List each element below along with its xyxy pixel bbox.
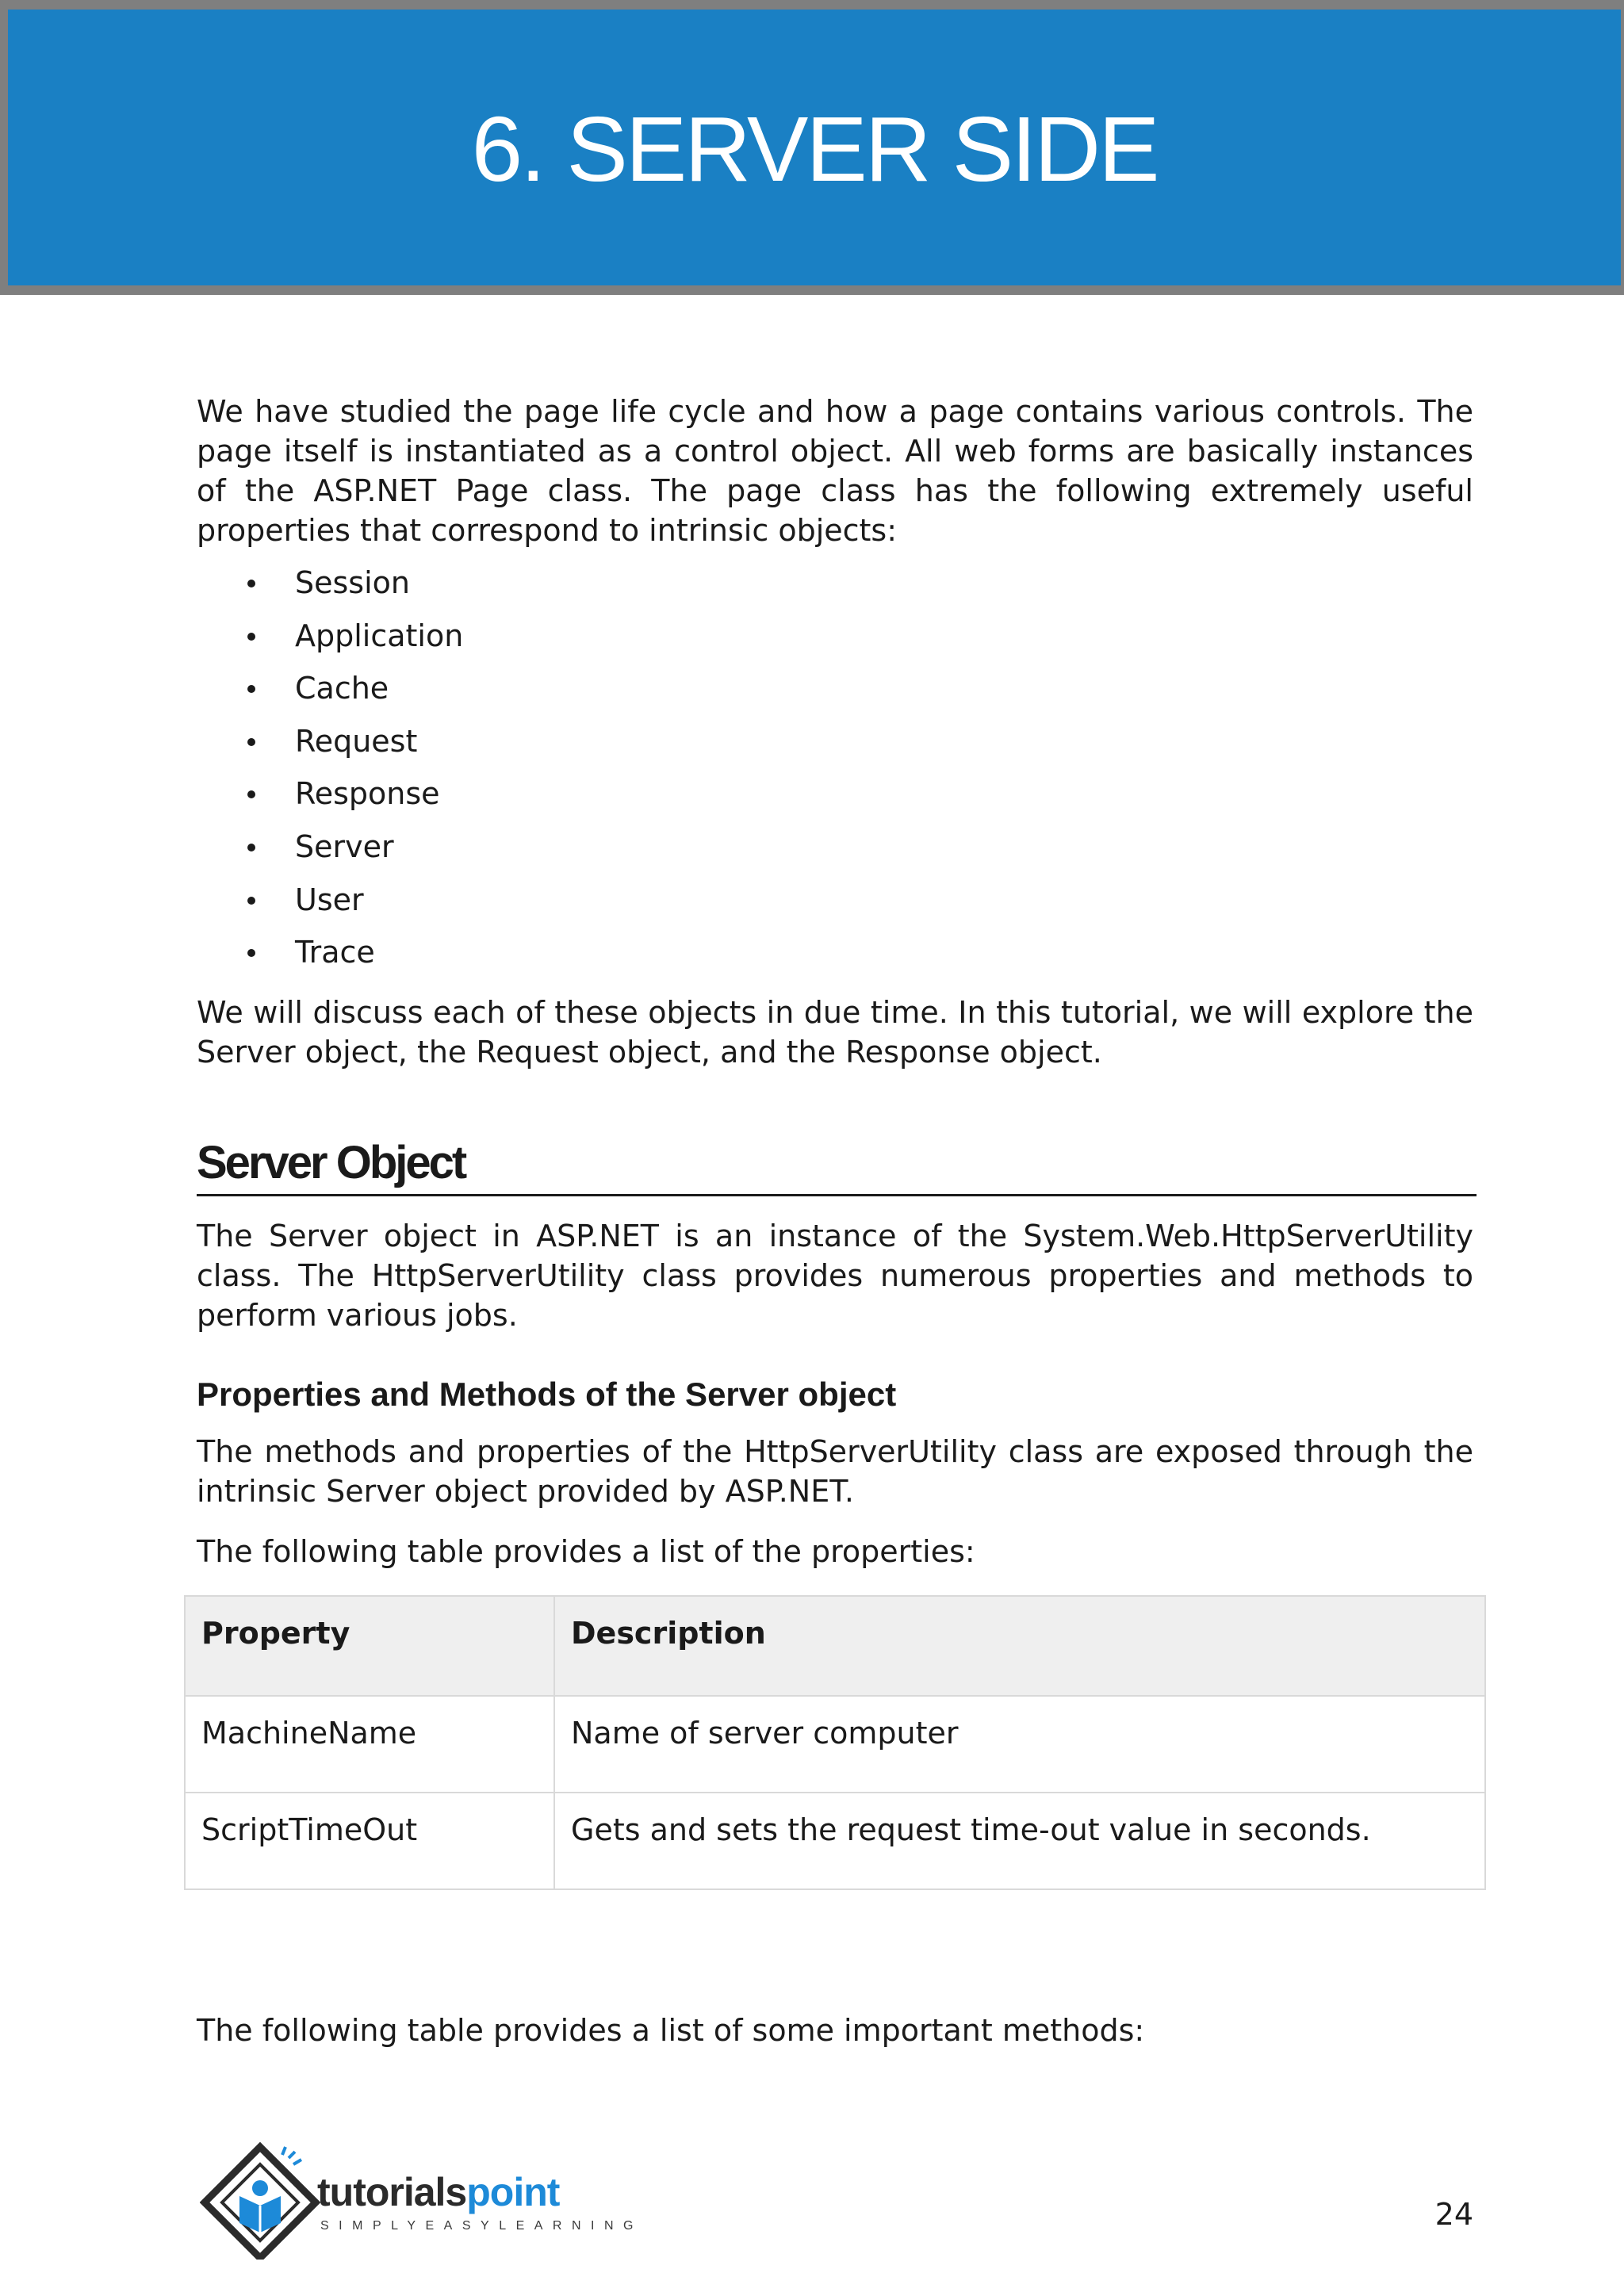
methods-paragraph: The methods and properties of the HttpServerUtility class are exposed through the intrinsic Server object provided by ASP.NET. [197,1434,1473,1509]
logo-tagline: SIMPLYEASYLEARNING [320,2219,643,2233]
list-item: Cache [197,668,1473,721]
bullet-icon [247,897,255,905]
logo-emblem-icon [200,2141,327,2260]
bullet-icon [247,685,255,693]
methods-section [197,1432,1473,1511]
server-object-section [197,1216,1473,1335]
bullet-icon [247,844,255,851]
list-item: Application [197,616,1473,669]
properties-table [184,1595,1486,1890]
property-cell: ScriptTimeOut [185,1793,554,1889]
bullet-icon [247,580,255,587]
column-header-description: Description [554,1596,1485,1696]
list-item: Request [197,721,1473,775]
table-intro-section [197,1532,1473,1571]
description-cell: Name of server computer [554,1696,1485,1793]
bullet-icon [247,738,255,746]
list-item: Trace [197,932,1473,985]
methods-table-intro: The following table provides a list of some important methods: [197,2013,1145,2048]
property-cell: MachineName [185,1696,554,1793]
properties-table-intro: The following table provides a list of the properties: [197,1534,975,1569]
description-cell: Gets and sets the request time-out value in seconds. [554,1793,1485,1889]
methods-table-intro-section [197,2011,1473,2050]
intro-closing-paragraph: We will discuss each of these objects in due time. In this tutorial, we will explore the Server object, the Request object, and the Response object. [197,995,1473,1070]
list-item: User [197,880,1473,933]
tutorialspoint-logo [200,2141,643,2260]
intro-section [197,392,1473,550]
intrinsic-objects-list-wrap [197,563,1473,985]
properties-methods-subheading: Properties and Methods of the Server object [197,1376,897,1413]
column-header-property: Property [185,1596,554,1696]
bullet-icon [247,949,255,957]
server-object-heading: Server Object [197,1135,1477,1196]
server-object-paragraph: The Server object in ASP.NET is an instance of the System.Web.HttpServerUtility class. The HttpServerUtility class provides numerous properties and methods to perform various jobs. [197,1219,1473,1333]
list-item: Response [197,774,1473,827]
bullet-icon [247,790,255,798]
table-row [185,1696,1485,1793]
chapter-header-band [8,10,1621,285]
table-row [185,1793,1485,1889]
chapter-header [0,0,1624,295]
logo-wordmark: tutorialspoint [317,2170,560,2214]
intro-closing-section [197,993,1473,1072]
intrinsic-objects-list [197,563,1473,985]
bullet-icon [247,633,255,641]
table-header-row [185,1596,1485,1696]
page-number: 24 [1434,2197,1473,2232]
list-item: Server [197,827,1473,880]
intro-paragraph: We have studied the page life cycle and how a page contains various controls. The page itself is instantiated as a control object. All web forms are basically instances of the ASP.NET Page class. The page class has the following extremely useful properties that correspond to intrinsic objects: [197,394,1473,548]
chapter-title: 6. SERVER SIDE [471,98,1158,201]
list-item: Session [197,563,1473,616]
